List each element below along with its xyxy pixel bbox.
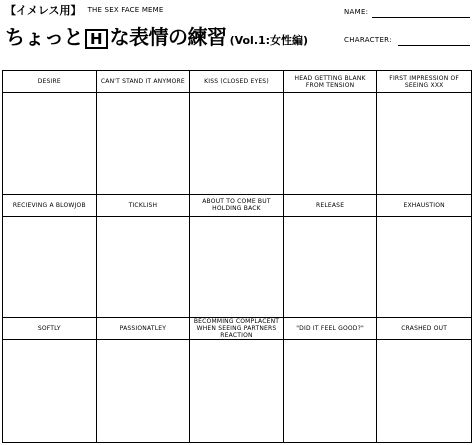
- title-pre: ちょっと: [5, 25, 83, 49]
- grid-cell: [97, 318, 191, 442]
- cell-label: ABOUT TO COME BUT HOLDING BACK: [190, 195, 283, 217]
- drawing-area[interactable]: [190, 93, 283, 194]
- grid-cell: [3, 71, 97, 195]
- cell-label: CAN'T STAND IT ANYMORE: [97, 71, 190, 93]
- character-label: CHARACTER:: [344, 36, 392, 44]
- grid-cell: [190, 318, 284, 442]
- grid-cell: [3, 318, 97, 442]
- drawing-area[interactable]: [284, 217, 377, 318]
- drawing-area[interactable]: [377, 217, 471, 318]
- name-line[interactable]: [372, 17, 470, 18]
- drawing-area[interactable]: [3, 340, 96, 442]
- expression-grid: [2, 70, 472, 443]
- drawing-area[interactable]: [377, 93, 471, 194]
- drawing-area[interactable]: [97, 93, 190, 194]
- grid-cell: [3, 195, 97, 319]
- grid-cell: [377, 195, 471, 319]
- drawing-area[interactable]: [97, 217, 190, 318]
- page-title: [5, 21, 308, 50]
- cell-label: KISS (CLOSED EYES): [190, 71, 283, 93]
- grid-cell: [190, 71, 284, 195]
- name-label: NAME:: [344, 8, 369, 16]
- grid-cell: [284, 195, 378, 319]
- cell-label: CRASHED OUT: [377, 318, 471, 340]
- drawing-area[interactable]: [3, 217, 96, 318]
- drawing-area[interactable]: [377, 340, 471, 442]
- cell-label: PASSIONATLEY: [97, 318, 190, 340]
- cell-label: BECOMMING COMPLACENT WHEN SEEING PARTNERS REACTION: [190, 318, 283, 340]
- cell-label: HEAD GETTING BLANK FROM TENSION: [284, 71, 377, 93]
- drawing-area[interactable]: [284, 340, 377, 442]
- grid-cell: [377, 71, 471, 195]
- character-line[interactable]: [398, 45, 470, 46]
- grid-cell: [97, 71, 191, 195]
- grid-cell: [97, 195, 191, 319]
- cell-label: SOFTLY: [3, 318, 96, 340]
- drawing-area[interactable]: [97, 340, 190, 442]
- cell-label: RELEASE: [284, 195, 377, 217]
- cell-label: EXHAUSTION: [377, 195, 471, 217]
- header-subtitle: THE SEX FACE MEME: [87, 6, 164, 14]
- grid-cell: [377, 318, 471, 442]
- cell-label: RECIEVING A BLOWJOB: [3, 195, 96, 217]
- header-tag: 【イメレス用】: [5, 4, 82, 17]
- grid-cell: [284, 71, 378, 195]
- drawing-area[interactable]: [284, 93, 377, 194]
- title-volume: (Vol.1:女性編): [229, 34, 309, 47]
- header: [5, 2, 308, 50]
- title-h-box: H: [85, 29, 108, 49]
- cell-label: TICKLISH: [97, 195, 190, 217]
- cell-label: DESIRE: [3, 71, 96, 93]
- grid-cell: [284, 318, 378, 442]
- grid-cell: [190, 195, 284, 319]
- cell-label: FIRST IMPRESSION OF SEEING XXX: [377, 71, 471, 93]
- drawing-area[interactable]: [3, 93, 96, 194]
- cell-label: "DID IT FEEL GOOD?": [284, 318, 377, 340]
- drawing-area[interactable]: [190, 217, 283, 318]
- header-tag-line: [5, 2, 308, 18]
- drawing-area[interactable]: [190, 340, 283, 442]
- title-post: な表情の練習: [109, 25, 227, 49]
